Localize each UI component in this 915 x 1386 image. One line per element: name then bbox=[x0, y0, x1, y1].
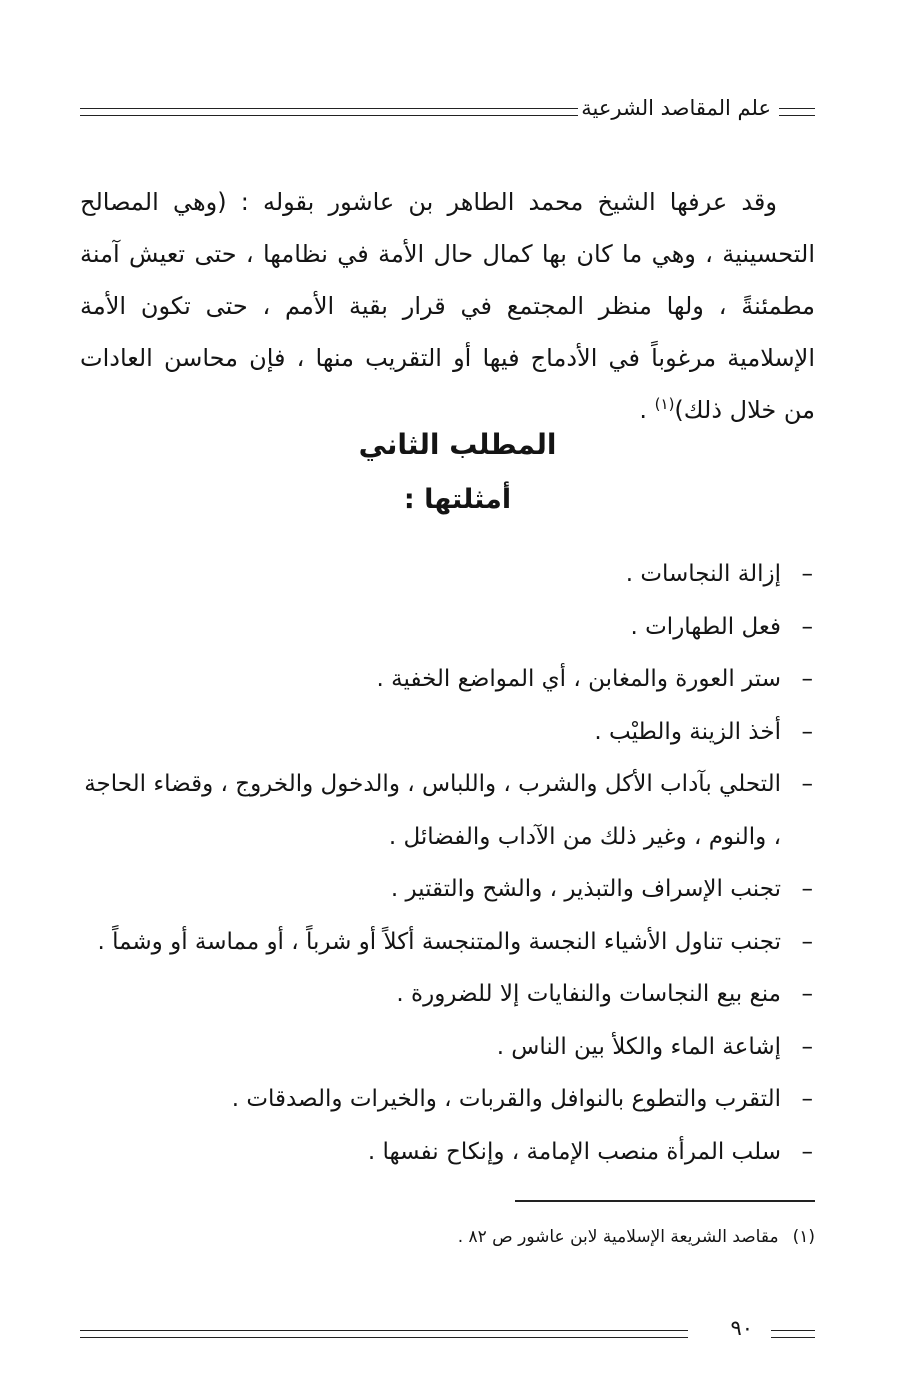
list-dash: – bbox=[801, 981, 813, 1007]
list-dash: – bbox=[801, 613, 813, 640]
list-item-text: سلب المرأة منصب الإمامة ، وإنكاح نفسها . bbox=[367, 1138, 781, 1165]
list-item-text: تجنب تناول الأشياء النجسة والمتنجسة أكلاً أو شرباً ، أو مماسة أو وشماً . bbox=[97, 928, 781, 955]
footnote-separator bbox=[515, 1200, 815, 1202]
section-subtitle: أمثلتها : bbox=[403, 484, 512, 515]
list-item bbox=[80, 706, 815, 759]
running-header bbox=[80, 92, 815, 132]
list-dash: – bbox=[801, 1033, 813, 1060]
list-item-text: أخذ الزينة والطيْب . bbox=[594, 718, 781, 745]
list-dash: – bbox=[801, 561, 813, 587]
list-item bbox=[80, 653, 815, 706]
page-number: ٩٠ bbox=[730, 1316, 753, 1340]
running-footer bbox=[80, 1316, 815, 1356]
list-dash: – bbox=[801, 718, 813, 745]
footer-rule-left bbox=[80, 1330, 688, 1338]
list-item bbox=[80, 863, 815, 916]
list-dash: – bbox=[801, 928, 813, 955]
list-item bbox=[80, 916, 815, 969]
list-item bbox=[80, 1073, 815, 1126]
list-item-text: إزالة النجاسات . bbox=[625, 561, 781, 587]
footnote-number: (١) bbox=[792, 1227, 815, 1247]
section-title: المطلب الثاني bbox=[358, 428, 557, 461]
list-item-text: التقرب والتطوع بالنوافل والقربات ، والخيرات والصدقات . bbox=[231, 1086, 781, 1112]
footnote-text: مقاصد الشريعة الإسلامية لابن عاشور ص ٨٢ . bbox=[457, 1227, 779, 1247]
header-rule-left bbox=[80, 108, 578, 116]
intro-tail: . bbox=[639, 396, 655, 424]
list-item-text: تجنب الإسراف والتبذير ، والشح والتقتير . bbox=[390, 876, 781, 902]
list-item-text: فعل الطهارات . bbox=[630, 613, 781, 640]
list-item-text: منع بيع النجاسات والنفايات إلا للضرورة . bbox=[396, 981, 781, 1007]
list-dash: – bbox=[801, 771, 813, 797]
list-dash: – bbox=[801, 876, 813, 902]
list-dash: – bbox=[801, 666, 813, 692]
list-item bbox=[80, 1126, 815, 1179]
intro-text: وقد عرفها الشيخ محمد الطاهر بن عاشور بقوله : (وهي المصالح التحسينية ، وهي ما كان بها كمال حال الأمة في نظامها ، حتى تعيش آمنة مطمئنةً ، ولها منظر المجتمع في قرار بقية الأمم ، حتى تكون الأمة الإسلامية مرغوباً في الأدماج فيها أو التقريب منها ، فإن محاسن العادات من خلال ذلك) bbox=[80, 188, 815, 424]
list-item bbox=[80, 1021, 815, 1074]
header-title: علم المقاصد الشرعية bbox=[581, 96, 771, 120]
footnote-reference: (١) bbox=[654, 395, 675, 413]
list-item-text: ستر العورة والمغابن ، أي المواضع الخفية . bbox=[376, 666, 781, 692]
footnote bbox=[80, 1222, 815, 1252]
list-item-text: إشاعة الماء والكلأ بين الناس . bbox=[496, 1033, 781, 1060]
list-item bbox=[80, 601, 815, 654]
examples-list bbox=[80, 548, 815, 1178]
footer-rule-right bbox=[771, 1330, 815, 1338]
list-item bbox=[80, 968, 815, 1021]
list-dash: – bbox=[801, 1138, 813, 1165]
list-item bbox=[80, 758, 815, 863]
header-rule-right bbox=[779, 108, 815, 116]
list-item-text: التحلي بآداب الأكل والشرب ، واللباس ، والدخول والخروج ، وقضاء الحاجة ، والنوم ، وغير ذلك من الآداب والفضائل . bbox=[84, 771, 781, 850]
intro-paragraph bbox=[80, 176, 815, 436]
list-dash: – bbox=[801, 1086, 813, 1112]
list-item bbox=[80, 548, 815, 601]
